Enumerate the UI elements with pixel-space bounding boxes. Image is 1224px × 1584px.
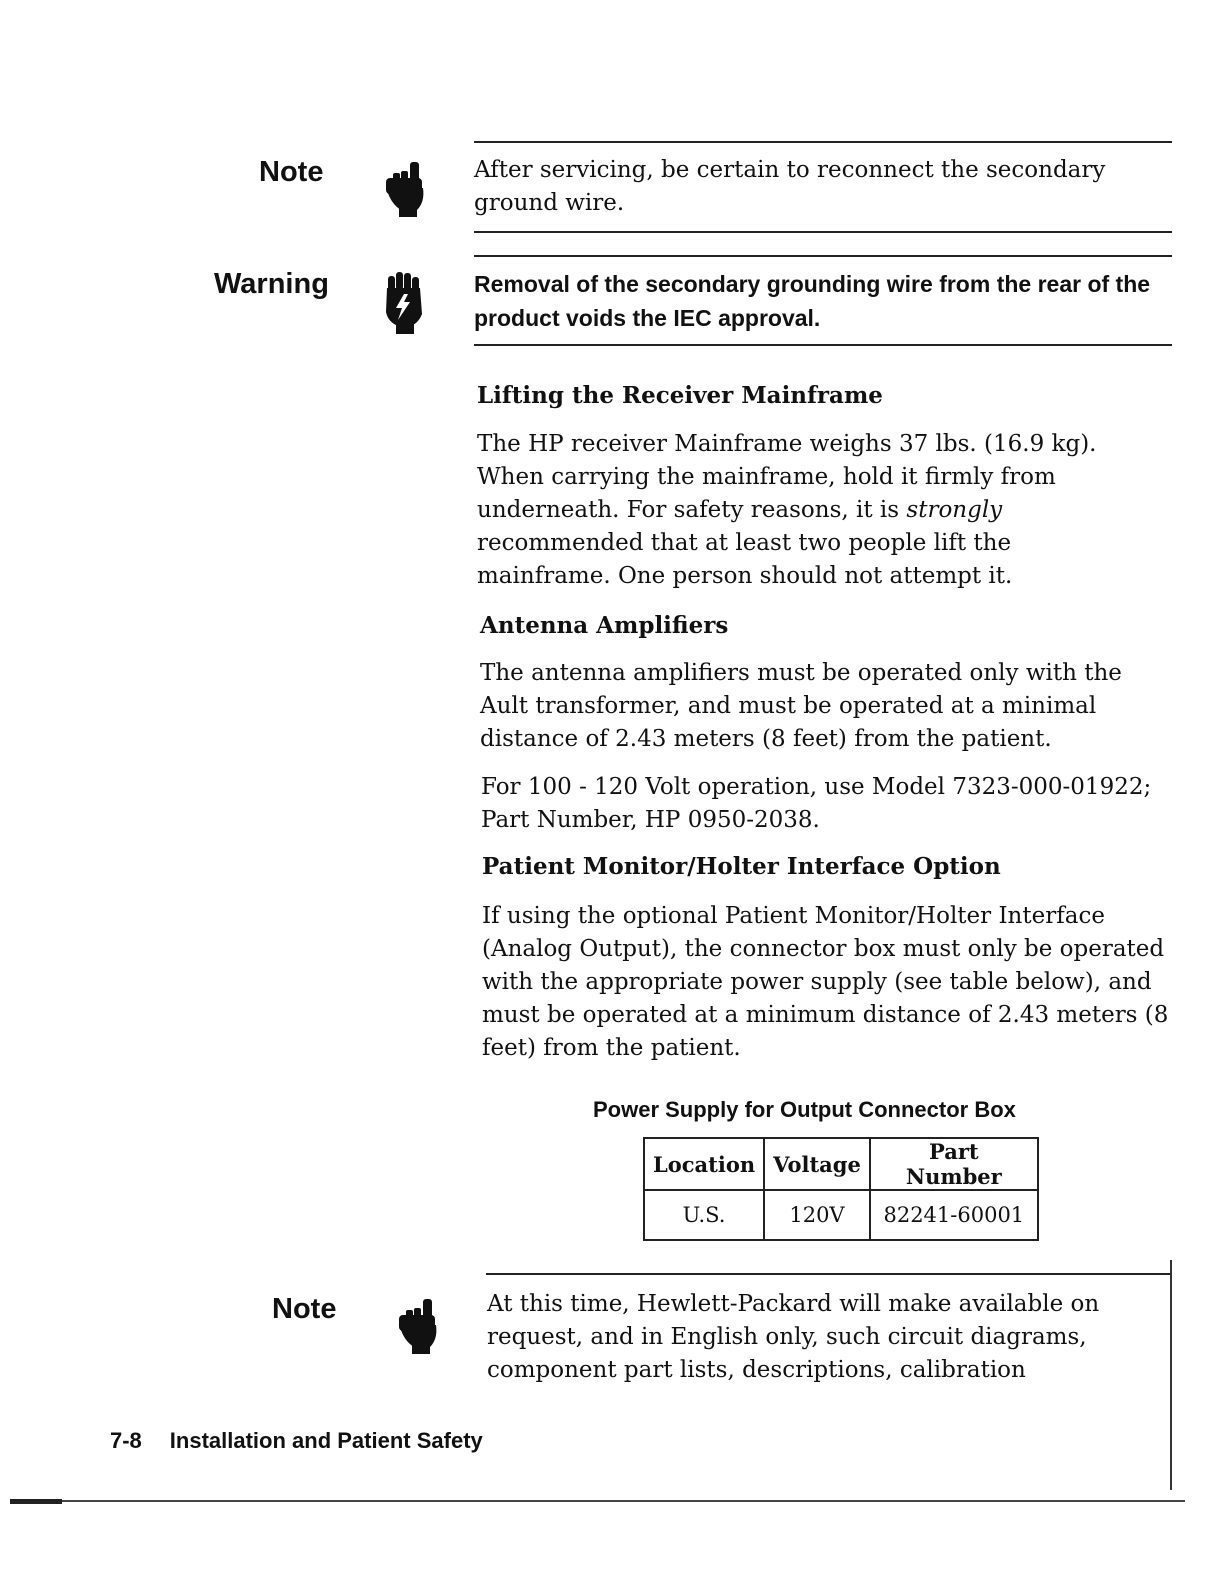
interface-paragraph: If using the optional Patient Monitor/Holter Interface (Analog Output), the connector box must only be operated with the appropriate power supply (see table below), and must be operated at a minimum distance of 2.43 meters (8 feet) from the patient. xyxy=(482,903,1169,1061)
interface-heading: Patient Monitor/Holter Interface Option xyxy=(482,853,1001,880)
footer-section-title: Installation and Patient Safety xyxy=(169,1428,483,1453)
pointing-hand-icon xyxy=(383,160,429,218)
antenna-heading: Antenna Amplifiers xyxy=(480,612,729,639)
table-row xyxy=(644,1190,1038,1240)
note-text: After servicing, be certain to reconnect the secondary ground wire. xyxy=(474,157,1106,216)
antenna-paragraph-1: The antenna amplifiers must be operated only with the Ault transformer, and must be operated at a minimal distance of 2.43 meters (8 feet) from the patient. xyxy=(480,660,1122,752)
page-number: 7-8 xyxy=(110,1428,142,1453)
table-header-location: Location xyxy=(644,1138,764,1190)
table-header-voltage: Voltage xyxy=(764,1138,870,1190)
raised-hand-icon xyxy=(382,270,426,336)
table-cell-voltage: 120V xyxy=(764,1190,870,1240)
warning-label: Warning xyxy=(214,268,329,300)
table-cell-location: U.S. xyxy=(644,1190,764,1240)
lifting-text-before: The HP receiver Mainframe weighs 37 lbs. (16.9 kg). When carrying the mainframe, hold it firmly from underneath. For safety reasons, it is xyxy=(477,431,1097,523)
scan-bottom-line xyxy=(10,1500,1185,1502)
lifting-heading: Lifting the Receiver Mainframe xyxy=(477,382,883,409)
table-cell-part-number: 82241-60001 xyxy=(870,1190,1038,1240)
note-label: Note xyxy=(259,156,324,188)
lifting-paragraph xyxy=(477,428,1117,593)
scan-edge-line xyxy=(1170,1260,1172,1490)
table-header-row xyxy=(644,1138,1038,1190)
note-text-2: At this time, Hewlett-Packard will make available on request, and in English only, such circuit diagrams, component part lists, descriptions, calibration xyxy=(487,1291,1100,1383)
note-label-2: Note xyxy=(272,1293,337,1325)
warning-text: Removal of the secondary grounding wire from the rear of the product voids the IEC approval. xyxy=(474,271,1151,331)
lifting-text-after: recommended that at least two people lift the mainframe. One person should not attempt it. xyxy=(477,530,1013,589)
lifting-text-emphasis: strongly xyxy=(906,497,1003,523)
table-header-part-number: Part Number xyxy=(870,1138,1038,1190)
power-supply-table xyxy=(643,1137,1039,1241)
table-title: Power Supply for Output Connector Box xyxy=(593,1097,1016,1122)
antenna-paragraph-2: For 100 - 120 Volt operation, use Model 7323-000-01922; Part Number, HP 0950-2038. xyxy=(481,774,1152,833)
page-footer xyxy=(110,1428,483,1454)
scan-bottom-mark xyxy=(10,1499,62,1504)
pointing-hand-icon xyxy=(396,1296,442,1356)
